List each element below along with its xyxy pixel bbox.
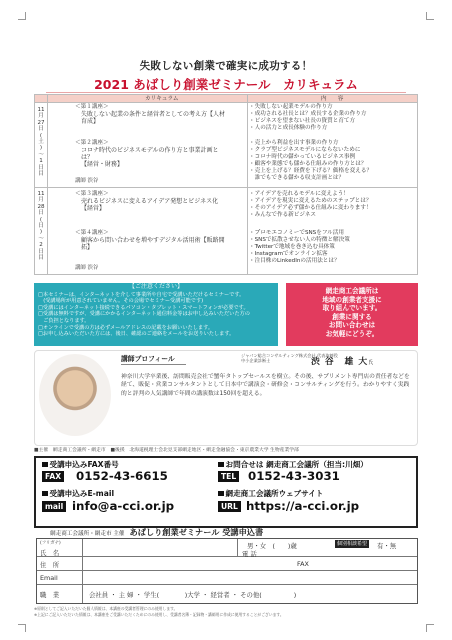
date-char: 28	[37, 203, 45, 210]
note-line: ご負担となります。	[38, 317, 90, 324]
date-char: 11	[37, 191, 45, 197]
content-item: ・人の活力と成長体験の作り方	[249, 125, 328, 132]
support-line: お問い合わせは	[328, 321, 376, 330]
fax-tag: FAX	[42, 471, 64, 482]
content-item: ・成功される社長とは？成長する企業の作り方	[249, 111, 367, 118]
sponsors: ■主催 網走商工会議所・網走市 ■後援 北海道税理士会北見支部網走地区・網走金融協会・東京農業大学 生物産業学部	[34, 448, 299, 453]
form-row-name: (フリガナ) 氏 名 男・女 ( )歳 個別相談希望 有・無 電 話	[37, 539, 417, 557]
lecture-4: ＜第４講座＞ 顧客から問い合わせを増やすデジタル活用術【販路開拓】	[75, 230, 225, 252]
gender-age[interactable]: 男・女 ( )歳	[247, 542, 297, 550]
lecture-1-content	[249, 104, 415, 132]
profile-heading: 講師プロフィール	[121, 353, 186, 365]
curriculum-header	[35, 95, 417, 103]
content-item: ・ビジネスを望まない社長の資質と育て方	[249, 118, 356, 125]
date-char: 27	[37, 119, 45, 126]
tutor-day2: 講師 渋谷	[75, 265, 99, 271]
content-item: ・クラブ型ビジネスモデルにならないために	[249, 147, 361, 154]
lecture-3-content	[249, 191, 415, 219]
support-line: 地域の創業者支援に	[322, 295, 382, 304]
form-table	[36, 538, 418, 604]
date-char: 〜	[38, 151, 44, 158]
web-label: 網走商工会議所ウェブサイト	[218, 489, 323, 499]
note-line: □オンラインで受講の方は必ずメールアドレスの記載をお願いいたします。	[38, 324, 214, 331]
support-line: 網走商工会議所は	[325, 287, 379, 295]
footer-notes	[34, 606, 418, 617]
content-item: ・そのアイデア必ず儲かる仕組みに変わります！	[249, 205, 372, 212]
content-item: ・Instagramでオンライン拡客	[249, 251, 328, 258]
footer-line: ※原則としてご記入いただいた個人情報は、本講座の受講者管理にのみ使用します。	[34, 606, 178, 611]
header-curriculum: カリキュラム	[145, 96, 179, 102]
instructor-bio: 神奈川大学卒業後、訪問販売会社で蟹年タトップセールスを樹立。その後、サプリメント専門店の責任者などを経て、販促・営業コンサルタントとして日本中で講演会・研修会・コンサルティングを行う。わかりやすく実践的と評判の人気講師で年間の講演数は150回を超える。	[121, 374, 410, 397]
url-link[interactable]: https://a-cci.or.jp	[246, 499, 360, 513]
note-line: □本セミナーは、インターネットを介して事業所や自宅で受講いただけるセミナーです。	[38, 291, 245, 298]
date-char: 月	[38, 197, 44, 204]
fax-label: 受講申込みFAX番号	[42, 460, 119, 470]
trim-mark	[426, 12, 434, 20]
fax-number: 0152-43-6615	[76, 469, 168, 483]
curriculum-table	[34, 94, 418, 275]
support-line: 取り組んでいます。	[322, 304, 382, 313]
content-item: ・SNSで拡散させない人の特徴と解決策	[249, 237, 350, 244]
instructor-name: 渋 谷 雄 大氏	[311, 357, 375, 367]
content-item: ・プロモエコノミーでSNSをフル活用	[249, 230, 344, 236]
trim-mark	[18, 12, 26, 20]
mail-label: 受講申込みE-mail	[42, 489, 114, 499]
note-line: (受講場所が用意されていません。その会場でセミナー受講可能です)	[38, 298, 204, 305]
support-line: お気軽にどうぞ。	[325, 329, 379, 338]
date-char: 月	[38, 113, 44, 120]
date-char: (	[39, 216, 43, 223]
content-item: ・みんなで作る新ビジネス	[249, 212, 316, 219]
day2-date	[36, 191, 46, 261]
url-tag: URL	[218, 501, 241, 512]
content-item: ・コロナ時代の儲かっているビジネス事例	[249, 154, 356, 161]
content-item: ・失敗しない起業モデルの作り方	[249, 104, 333, 110]
support-line: 創業に関する	[332, 312, 372, 321]
date-char: 〜	[38, 235, 44, 242]
profile-card	[34, 350, 418, 446]
date-char: 2	[39, 242, 43, 249]
content-item: ・顧客や業態でも儲かる仕組みの作り方とは？	[249, 161, 367, 168]
consult-badge: 個別相談希望	[337, 541, 368, 547]
footer-line: ※上記にご記入いただいた情報は、本講座をご受講いただくためにのみ使用し、受講者名簿・記録物・講師用に作成に使用することがございます。	[34, 611, 284, 617]
date-char: 目	[38, 171, 44, 178]
page-title: 2021 あばしり創業ゼミナール カリキュラム	[94, 77, 358, 92]
note-line: □お申し込みいただいた方には、後日、確認のご連絡をメールをお送りいたします。	[38, 331, 235, 338]
date-char: 土	[38, 139, 44, 146]
column-divider	[47, 95, 48, 275]
instructor-company: ジャパン総合コンサルティング株式会社 代表取締役 中小企業診断士	[241, 353, 338, 364]
form-header: 網走商工会議所・網走市 主催 あばしり創業ゼミナール 受講申込書	[50, 527, 264, 537]
content-item: 誰でもできる儲かる収支計画とは？	[249, 175, 345, 182]
content-item: ・売上を上げる？経費を下げる？価格を変える？	[249, 168, 373, 175]
notes-title: 【ご注意ください】	[128, 283, 183, 290]
column-divider	[247, 95, 248, 275]
lecture-2-content	[249, 140, 415, 183]
date-char: 日	[38, 126, 44, 133]
content-item: ・売上から利益を出す事業の作り方	[249, 140, 339, 146]
date-char: 日	[38, 248, 44, 255]
tel-tag: TEL	[218, 471, 239, 482]
lecture-4-content	[249, 230, 415, 265]
content-item: ・注目株のLinkedInの活用法とは？	[249, 258, 340, 265]
lecture-2: ＜第２講座＞ コロナ時代のビジネスモデルの作り方と事業計画とは？ 【経営・財務】	[75, 140, 219, 169]
contact-box	[34, 456, 418, 528]
note-line: □受講にはインターネット接続できるパソコン・タブレット・スマートフォンが必要です。	[38, 304, 249, 311]
form-row-email[interactable]: Email	[37, 571, 417, 585]
date-char: 11	[37, 107, 45, 113]
content-item: ・Twitterで地域を巻き込む具体策	[249, 244, 335, 251]
trim-mark	[18, 624, 26, 632]
date-char: 1	[39, 158, 43, 165]
subtitle: 失敗しない創業で確実に成功する！	[139, 60, 313, 72]
date-char: 日	[38, 223, 44, 230]
row-divider	[35, 187, 417, 188]
lecture-3: ＜第３講座＞ 売れるビジネスに変えるアイデア発想とビジネス化【経営】	[75, 191, 219, 213]
date-char: (	[39, 132, 43, 139]
content-item: ・アイデアを現実に変えるためのステップとは？	[249, 198, 372, 205]
trim-mark	[426, 624, 434, 632]
mail-tag: mail	[42, 501, 66, 512]
support-box	[286, 283, 418, 346]
date-char: 日	[38, 164, 44, 171]
tutor-day1: 講師 渋谷	[75, 178, 99, 184]
date-char: )	[39, 229, 43, 236]
instructor-photo	[39, 354, 111, 436]
date-char: 目	[38, 255, 44, 262]
form-row-address[interactable]: 住 所 FAX	[37, 557, 417, 571]
mail-link[interactable]: info@a-cci.or.jp	[72, 499, 175, 513]
phone-label: 電 話	[242, 550, 257, 558]
day1-date	[36, 107, 46, 177]
fax-field-label: FAX	[297, 560, 309, 568]
notes-box	[34, 283, 278, 346]
inquiry-label: お問合せは 網走商工会議所（担当:川畑）	[218, 460, 368, 470]
content-item: ・アイデアを売れるモデルに変えよう！	[249, 191, 349, 197]
form-row-occupation[interactable]: 職 業 会社員 ・ 主 婦 ・ 学生( )大学 ・ 経営者 ・ その他( )	[37, 585, 417, 603]
date-char: )	[39, 145, 43, 152]
lecture-1: ＜第１講座＞ 失敗しない起業の条件と経営者としての考え方【人材育成】	[75, 104, 226, 126]
tel-number: 0152-43-3031	[248, 469, 340, 483]
header-content: 内 容	[321, 96, 344, 102]
notes-list	[38, 292, 274, 338]
note-line: □受講は無料ですが、受講にかかるインターネット通信料金等はお申し込みいただいた方の	[38, 311, 250, 318]
title-underline	[46, 92, 406, 93]
date-char: 日	[38, 210, 44, 217]
consult-choice[interactable]: 有・無	[377, 542, 397, 550]
occupation-choices[interactable]: 会社員 ・ 主 婦 ・ 学生( )大学 ・ 経営者 ・ その他( )	[89, 591, 297, 599]
